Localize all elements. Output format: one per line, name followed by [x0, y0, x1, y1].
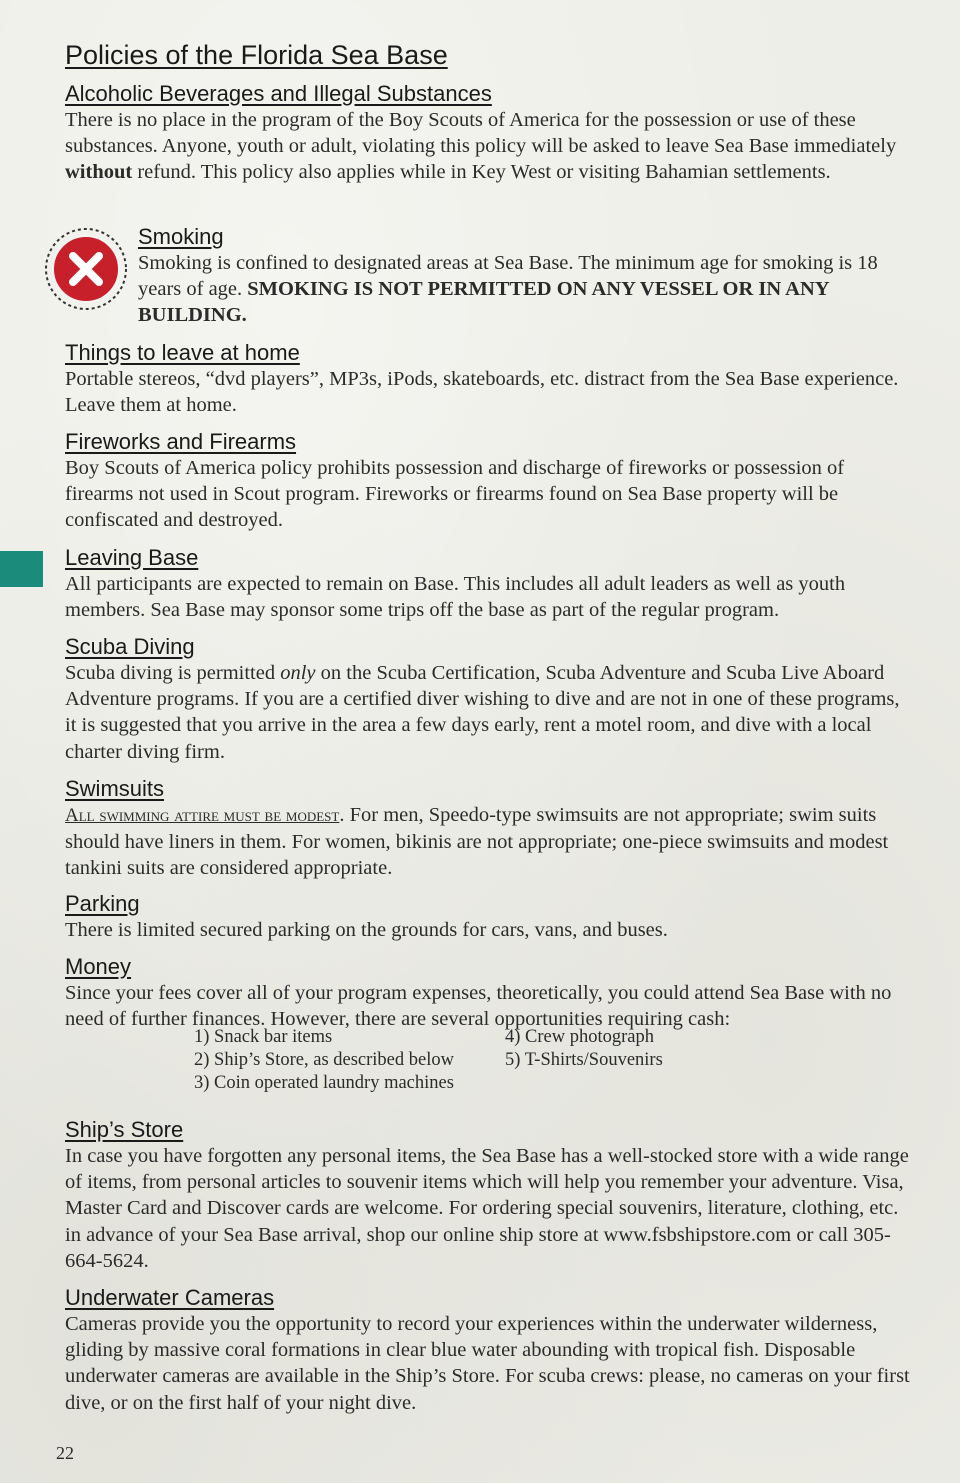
section-money — [65, 954, 913, 1032]
list-item: 2) Ship’s Store, as described below — [194, 1050, 454, 1070]
section-fireworks — [65, 429, 913, 534]
section-text: Smoking is confined to designated areas at Sea Base. The minimum age for smoking is 18 years of age. SMOKING IS NOT PERMITTED ON ANY VESSEL OR IN ANY BUILDING. — [138, 252, 878, 327]
chapter-tab — [0, 551, 43, 587]
section-smoking — [138, 224, 913, 329]
money-list-left — [194, 1026, 454, 1095]
section-text: There is no place in the program of the Boy Scouts of America for the possession or use of these substances. Anyone, youth or adult, violating this policy will be asked to leave Sea Base immediately without refund. This policy also applies while in Key West or visiting Bahamian settlements. — [65, 109, 897, 184]
section-parking — [65, 891, 913, 943]
section-heading: Parking — [65, 891, 140, 916]
section-scuba-diving — [65, 634, 913, 765]
list-item: 3) Coin operated laundry machines — [194, 1073, 454, 1093]
section-text: Boy Scouts of America policy prohibits possession and discharge of fireworks or possession of firearms not used in Scout program. Fireworks or firearms found on Sea Base property will be confiscated and destroyed. — [65, 457, 845, 532]
section-text: There is limited secured parking on the grounds for cars, vans, and buses. — [65, 919, 668, 941]
section-text: Since your fees cover all of your program expenses, theoretically, you could attend Sea Base with no need of further finances. However, there are several opportunities requiring cash: — [65, 982, 892, 1031]
list-item: 4) Crew photograph — [505, 1027, 654, 1047]
section-swimsuits — [65, 776, 913, 882]
section-text: In case you have forgotten any personal items, the Sea Base has a well-stocked store with a wide range of items, from personal articles to souvenir items which will help you remember your adventure. Visa, Master Card and Discover cards are welcome. For ordering special souvenirs, literature, clothing, etc. in advance of your Sea Base arrival, shop our online ship store at www.fsbshipstore.com or call 305-664-5624. — [65, 1145, 909, 1272]
section-text: Cameras provide you the opportunity to record your experiences within the underwater wilderness, gliding by massive coral formations in clear blue water abounding with tropical fish. Disposable underwater cameras are available in the Ship’s Store. For scuba crews: please, no cameras on your first dive, or on the first half of your night dive. — [65, 1313, 910, 1414]
page-number: 22 — [56, 1443, 74, 1463]
section-heading: Fireworks and Firearms — [65, 429, 297, 454]
section-heading: Money — [65, 954, 132, 979]
section-leaving-base — [65, 545, 913, 623]
section-text: All swimming attire must be modest. For men, Speedo-type swimsuits are not appropriate; swim suits should have liners in them. For women, bikinis are not appropriate; one-piece swimsuits and modest tankini suits are considered appropriate. — [65, 804, 889, 880]
section-heading: Alcoholic Beverages and Illegal Substances — [65, 81, 492, 106]
no-smoking-x-icon — [43, 226, 129, 312]
section-alcohol — [65, 81, 913, 186]
section-things-to-leave — [65, 340, 913, 418]
section-heading: Leaving Base — [65, 545, 199, 570]
section-heading: Underwater Cameras — [65, 1285, 275, 1310]
section-underwater-cameras — [65, 1285, 913, 1416]
list-item: 5) T-Shirts/Souvenirs — [505, 1050, 663, 1070]
section-heading: Scuba Diving — [65, 634, 195, 659]
section-heading: Swimsuits — [65, 776, 165, 801]
section-heading: Smoking — [138, 224, 224, 249]
section-heading: Things to leave at home — [65, 340, 300, 365]
section-text: All participants are expected to remain on Base. This includes all adult leaders as well as youth members. Sea Base may sponsor some trips off the base as part of the regular program. — [65, 573, 846, 622]
money-list-right — [505, 1026, 663, 1072]
page-title: Policies of the Florida Sea Base — [65, 40, 448, 70]
list-item: 1) Snack bar items — [194, 1027, 333, 1047]
section-ships-store — [65, 1117, 913, 1274]
section-heading: Ship’s Store — [65, 1117, 184, 1142]
section-text: Portable stereos, “dvd players”, MP3s, iPods, skateboards, etc. distract from the Sea Base experience. Leave them at home. — [65, 368, 899, 417]
section-text: Scuba diving is permitted only on the Scuba Certification, Scuba Adventure and Scuba Live Aboard Adventure programs. If you are a certified diver wishing to dive and are not in one of these programs, it is suggested that you arrive in the area a few days early, rent a motel room, and dive with a local charter diving firm. — [65, 662, 900, 763]
